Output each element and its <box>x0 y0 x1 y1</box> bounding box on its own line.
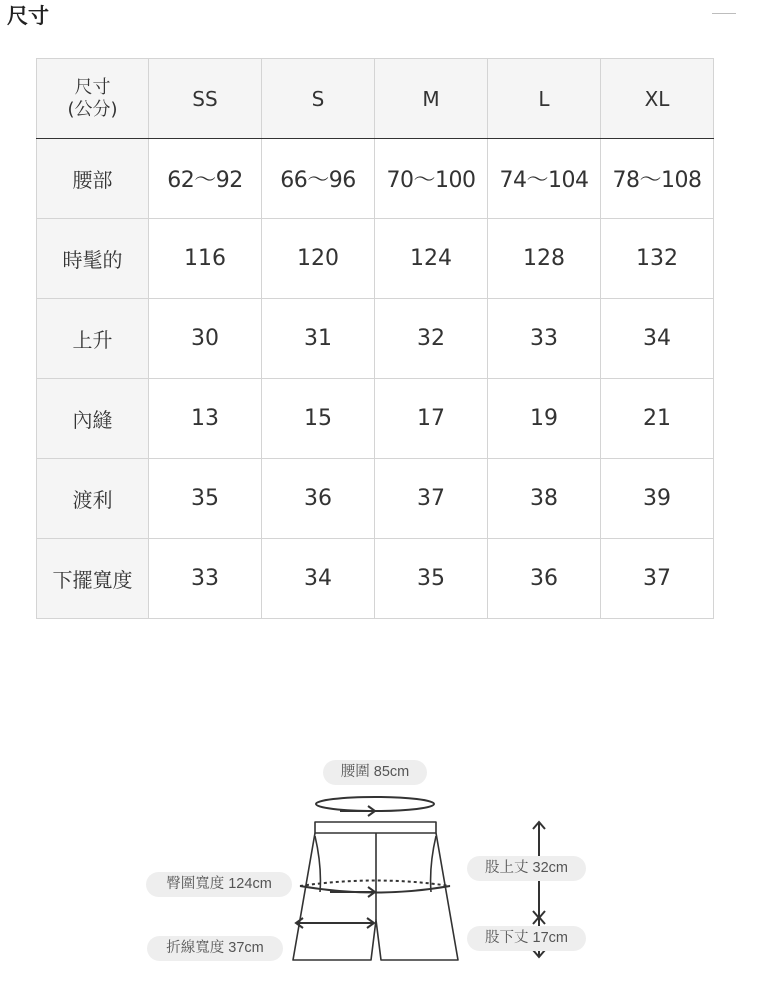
row-label: 腰部 <box>37 139 149 219</box>
table-cell: 38 <box>488 459 601 539</box>
table-cell: 31 <box>262 299 375 379</box>
table-cell: 35 <box>149 459 262 539</box>
size-header-s: S <box>262 59 375 139</box>
table-cell: 36 <box>488 539 601 619</box>
size-header-ss: SS <box>149 59 262 139</box>
table-cell: 116 <box>149 219 262 299</box>
hem-label: 折線寬度 37cm <box>147 936 283 961</box>
waist-label: 腰圍 85cm <box>323 760 427 785</box>
table-cell: 19 <box>488 379 601 459</box>
section-title: 尺寸 <box>7 4 49 28</box>
row-label: 下擺寬度 <box>37 539 149 619</box>
table-cell: 32 <box>375 299 488 379</box>
row-label: 上升 <box>37 299 149 379</box>
table-cell: 33 <box>149 539 262 619</box>
table-cell: 120 <box>262 219 375 299</box>
table-cell: 17 <box>375 379 488 459</box>
table-cell: 36 <box>262 459 375 539</box>
table-cell: 39 <box>601 459 714 539</box>
table-cell: 34 <box>601 299 714 379</box>
inseam-label: 股下丈 17cm <box>467 926 586 951</box>
hip-label: 臀圍寬度 124cm <box>146 872 292 897</box>
table-cell: 66～96 <box>262 139 375 219</box>
table-cell: 15 <box>262 379 375 459</box>
table-cell: 33 <box>488 299 601 379</box>
hem-measure-icon <box>296 918 374 928</box>
table-cell: 21 <box>601 379 714 459</box>
corner-label: 尺寸 <box>74 76 111 98</box>
rise-label: 股上丈 32cm <box>467 856 586 881</box>
table-cell: 62～92 <box>149 139 262 219</box>
table-cell: 30 <box>149 299 262 379</box>
row-label: 時髦的 <box>37 219 149 299</box>
corner-unit: (公分) <box>67 98 118 120</box>
table-cell: 124 <box>375 219 488 299</box>
table-cell: 37 <box>601 539 714 619</box>
table-cell: 13 <box>149 379 262 459</box>
shorts-outline-icon <box>293 822 458 960</box>
row-label: 內縫 <box>37 379 149 459</box>
table-cell: 37 <box>375 459 488 539</box>
row-label: 渡利 <box>37 459 149 539</box>
table-cell: 34 <box>262 539 375 619</box>
table-cell: 78～108 <box>601 139 714 219</box>
table-cell: 74～104 <box>488 139 601 219</box>
table-cell: 35 <box>375 539 488 619</box>
table-cell: 128 <box>488 219 601 299</box>
table-cell: 132 <box>601 219 714 299</box>
waist-loop-icon <box>316 797 434 816</box>
size-header-l: L <box>488 59 601 139</box>
size-header-m: M <box>375 59 488 139</box>
hip-measure-icon <box>300 881 450 898</box>
table-cell: 70～100 <box>375 139 488 219</box>
size-header-xl: XL <box>601 59 714 139</box>
